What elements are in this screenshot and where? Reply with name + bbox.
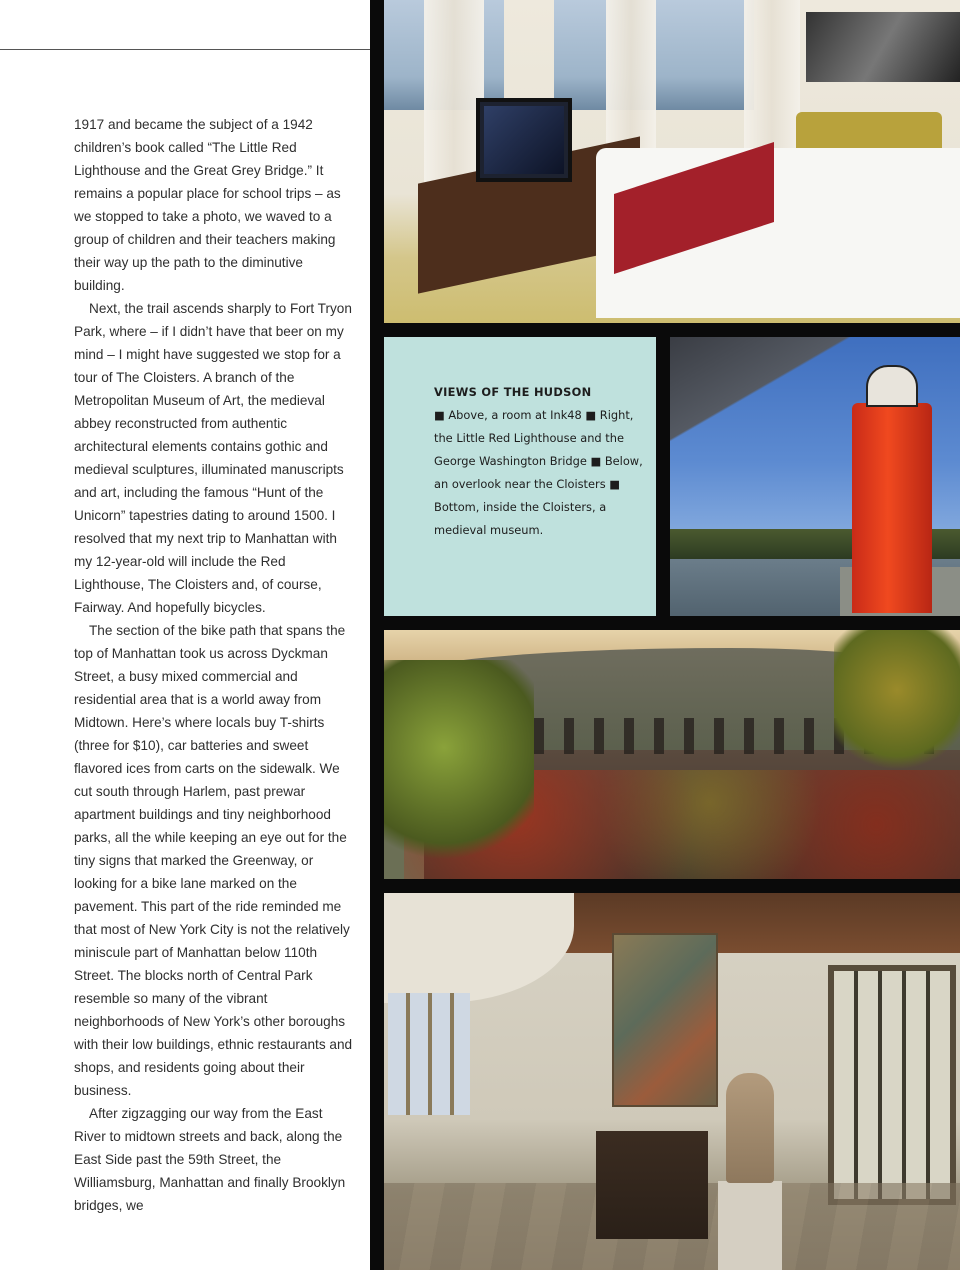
statue-pedestal [718,1181,782,1270]
article-paragraph-1: 1917 and became the subject of a 1942 children’s book called “The Little Red Lighthouse and the Great Grey Bridge.” It remains a popular place for school trips – as we stopped to take a photo, we waved to a group of children and their teachers making their way up the path to the diminutive building. [74,117,341,293]
red-lighthouse [852,403,932,613]
stained-glass-window [388,993,470,1115]
article-paragraph-4: After zigzagging our way from the East River to midtown streets and back, along the East Side past the 59th Street, the Williamsburg, Manhattan and finally Brooklyn bridges, we [74,1106,346,1213]
top-rule [0,49,370,50]
wall-art [806,12,960,82]
lighthouse-photo [670,337,960,616]
bridge-structure [670,337,870,477]
caption-box [384,337,656,616]
article-paragraph-3: The section of the bike path that spans the top of Manhattan took us across Dyckman Street, a busy mixed commercial and residential area that is a world away from Midtown. Here’s where locals buy T-shirts (three for $10), car batteries and sweet flavored ices from carts on the sidewalk. We cut south through Harlem, past prewar apartment buildings and tiny neighborhood parks, all the while keeping an eye out for the tiny signs that marked the Greenway, or looking for a bike lane marked on the pavement. This part of the ride reminded me that most of New York City is not the relatively miniscule part of Manhattan below 110th Street. The blocks north of Central Park resemble so many of the vibrant neighborhoods of New York’s other boroughs with their low buildings, ethnic restaurants and shops, and residents going about their business. [74,623,353,1098]
lighthouse-lantern [866,365,918,407]
carved-chest [596,1131,708,1239]
article-body [74,113,354,1217]
hotel-room-photo [384,0,960,323]
photo-caption [434,381,649,542]
leaded-window [828,965,956,1205]
caption-text: ■ Above, a room at Ink48 ■ Right, the Little Red Lighthouse and the George Washington Bridge ■ Below, an overlook near the Cloisters ■ Bottom, inside the Cloisters, a medieval museum. [434,408,643,537]
tapestry [612,933,718,1107]
cloisters-interior-photo [384,893,960,1270]
madonna-statue [726,1073,774,1183]
overlook-photo [384,630,960,879]
television [476,98,572,182]
stone-arch [384,893,574,1003]
autumn-tree [834,630,960,780]
wooden-ceiling [544,893,960,953]
article-paragraph-2: Next, the trail ascends sharply to Fort Tryon Park, where – if I didn’t have that beer on my mind – I might have suggested we stop for a tour of The Cloisters. A branch of the Metropolitan Museum of Art, the medieval abbey reconstructed from authentic architectural elements contains gothic and medieval sculptures, illuminated manuscripts and art, including the famous “Hunt of the Unicorn” tapestries dating to around 1500. I resolved that my next trip to Manhattan with my 12-year-old will include the Red Lighthouse, The Cloisters and, of course, Fairway. And hopefully bicycles. [74,301,352,615]
caption-title: VIEWS OF THE HUDSON [434,385,592,399]
autumn-tree [384,660,534,879]
